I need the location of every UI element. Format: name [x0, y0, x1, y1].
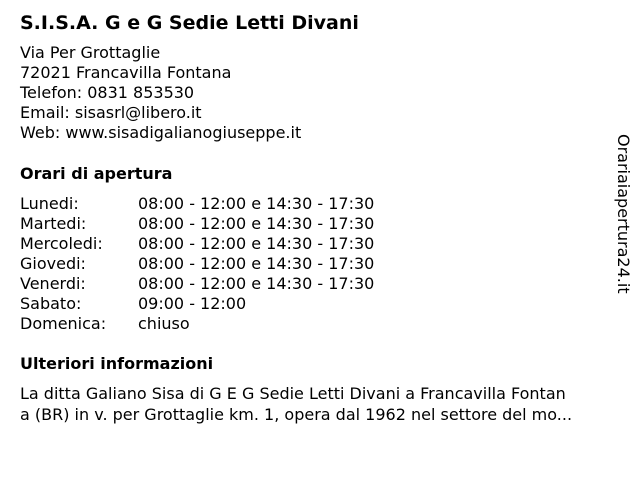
brand-text: Orariaiapertura24.it [614, 134, 633, 294]
site-brand-vertical [612, 134, 634, 310]
time-value: 08:00 - 12:00 e 14:30 - 17:30 [138, 194, 375, 213]
further-info-text [20, 383, 632, 425]
day-label: Lunedi: [20, 194, 79, 213]
further-info-heading: Ulteriori informazioni [20, 354, 214, 373]
info-line-1: La ditta Galiano Sisa di G E G Sedie Letti Divani a Francavilla Fontan [20, 384, 566, 403]
opening-hours-heading: Orari di apertura [20, 164, 173, 183]
time-value: 08:00 - 12:00 e 14:30 - 17:30 [138, 274, 375, 293]
website-line: Web: www.sisadigalianogiuseppe.it [20, 123, 302, 142]
contact-block [20, 43, 301, 143]
day-label: Mercoledi: [20, 234, 103, 253]
time-value: 08:00 - 12:00 e 14:30 - 17:30 [138, 254, 375, 273]
day-label: Giovedi: [20, 254, 86, 273]
day-label: Domenica: [20, 314, 107, 333]
address-street: Via Per Grottaglie [20, 43, 161, 62]
time-value: 08:00 - 12:00 e 14:30 - 17:30 [138, 214, 375, 233]
email-line: Email: sisasrl@libero.it [20, 103, 202, 122]
time-value: 09:00 - 12:00 [138, 294, 247, 313]
time-value: 08:00 - 12:00 e 14:30 - 17:30 [138, 234, 375, 253]
day-label: Martedi: [20, 214, 87, 233]
business-name: S.I.S.A. G e G Sedie Letti Divani [20, 12, 359, 34]
info-line-2: a (BR) in v. per Grottaglie km. 1, opera dal 1962 nel settore del mo... [20, 405, 573, 424]
day-label: Venerdi: [20, 274, 86, 293]
time-value: chiuso [138, 314, 190, 333]
day-label: Sabato: [20, 294, 82, 313]
address-city: 72021 Francavilla Fontana [20, 63, 232, 82]
phone-line: Telefon: 0831 853530 [20, 83, 195, 102]
